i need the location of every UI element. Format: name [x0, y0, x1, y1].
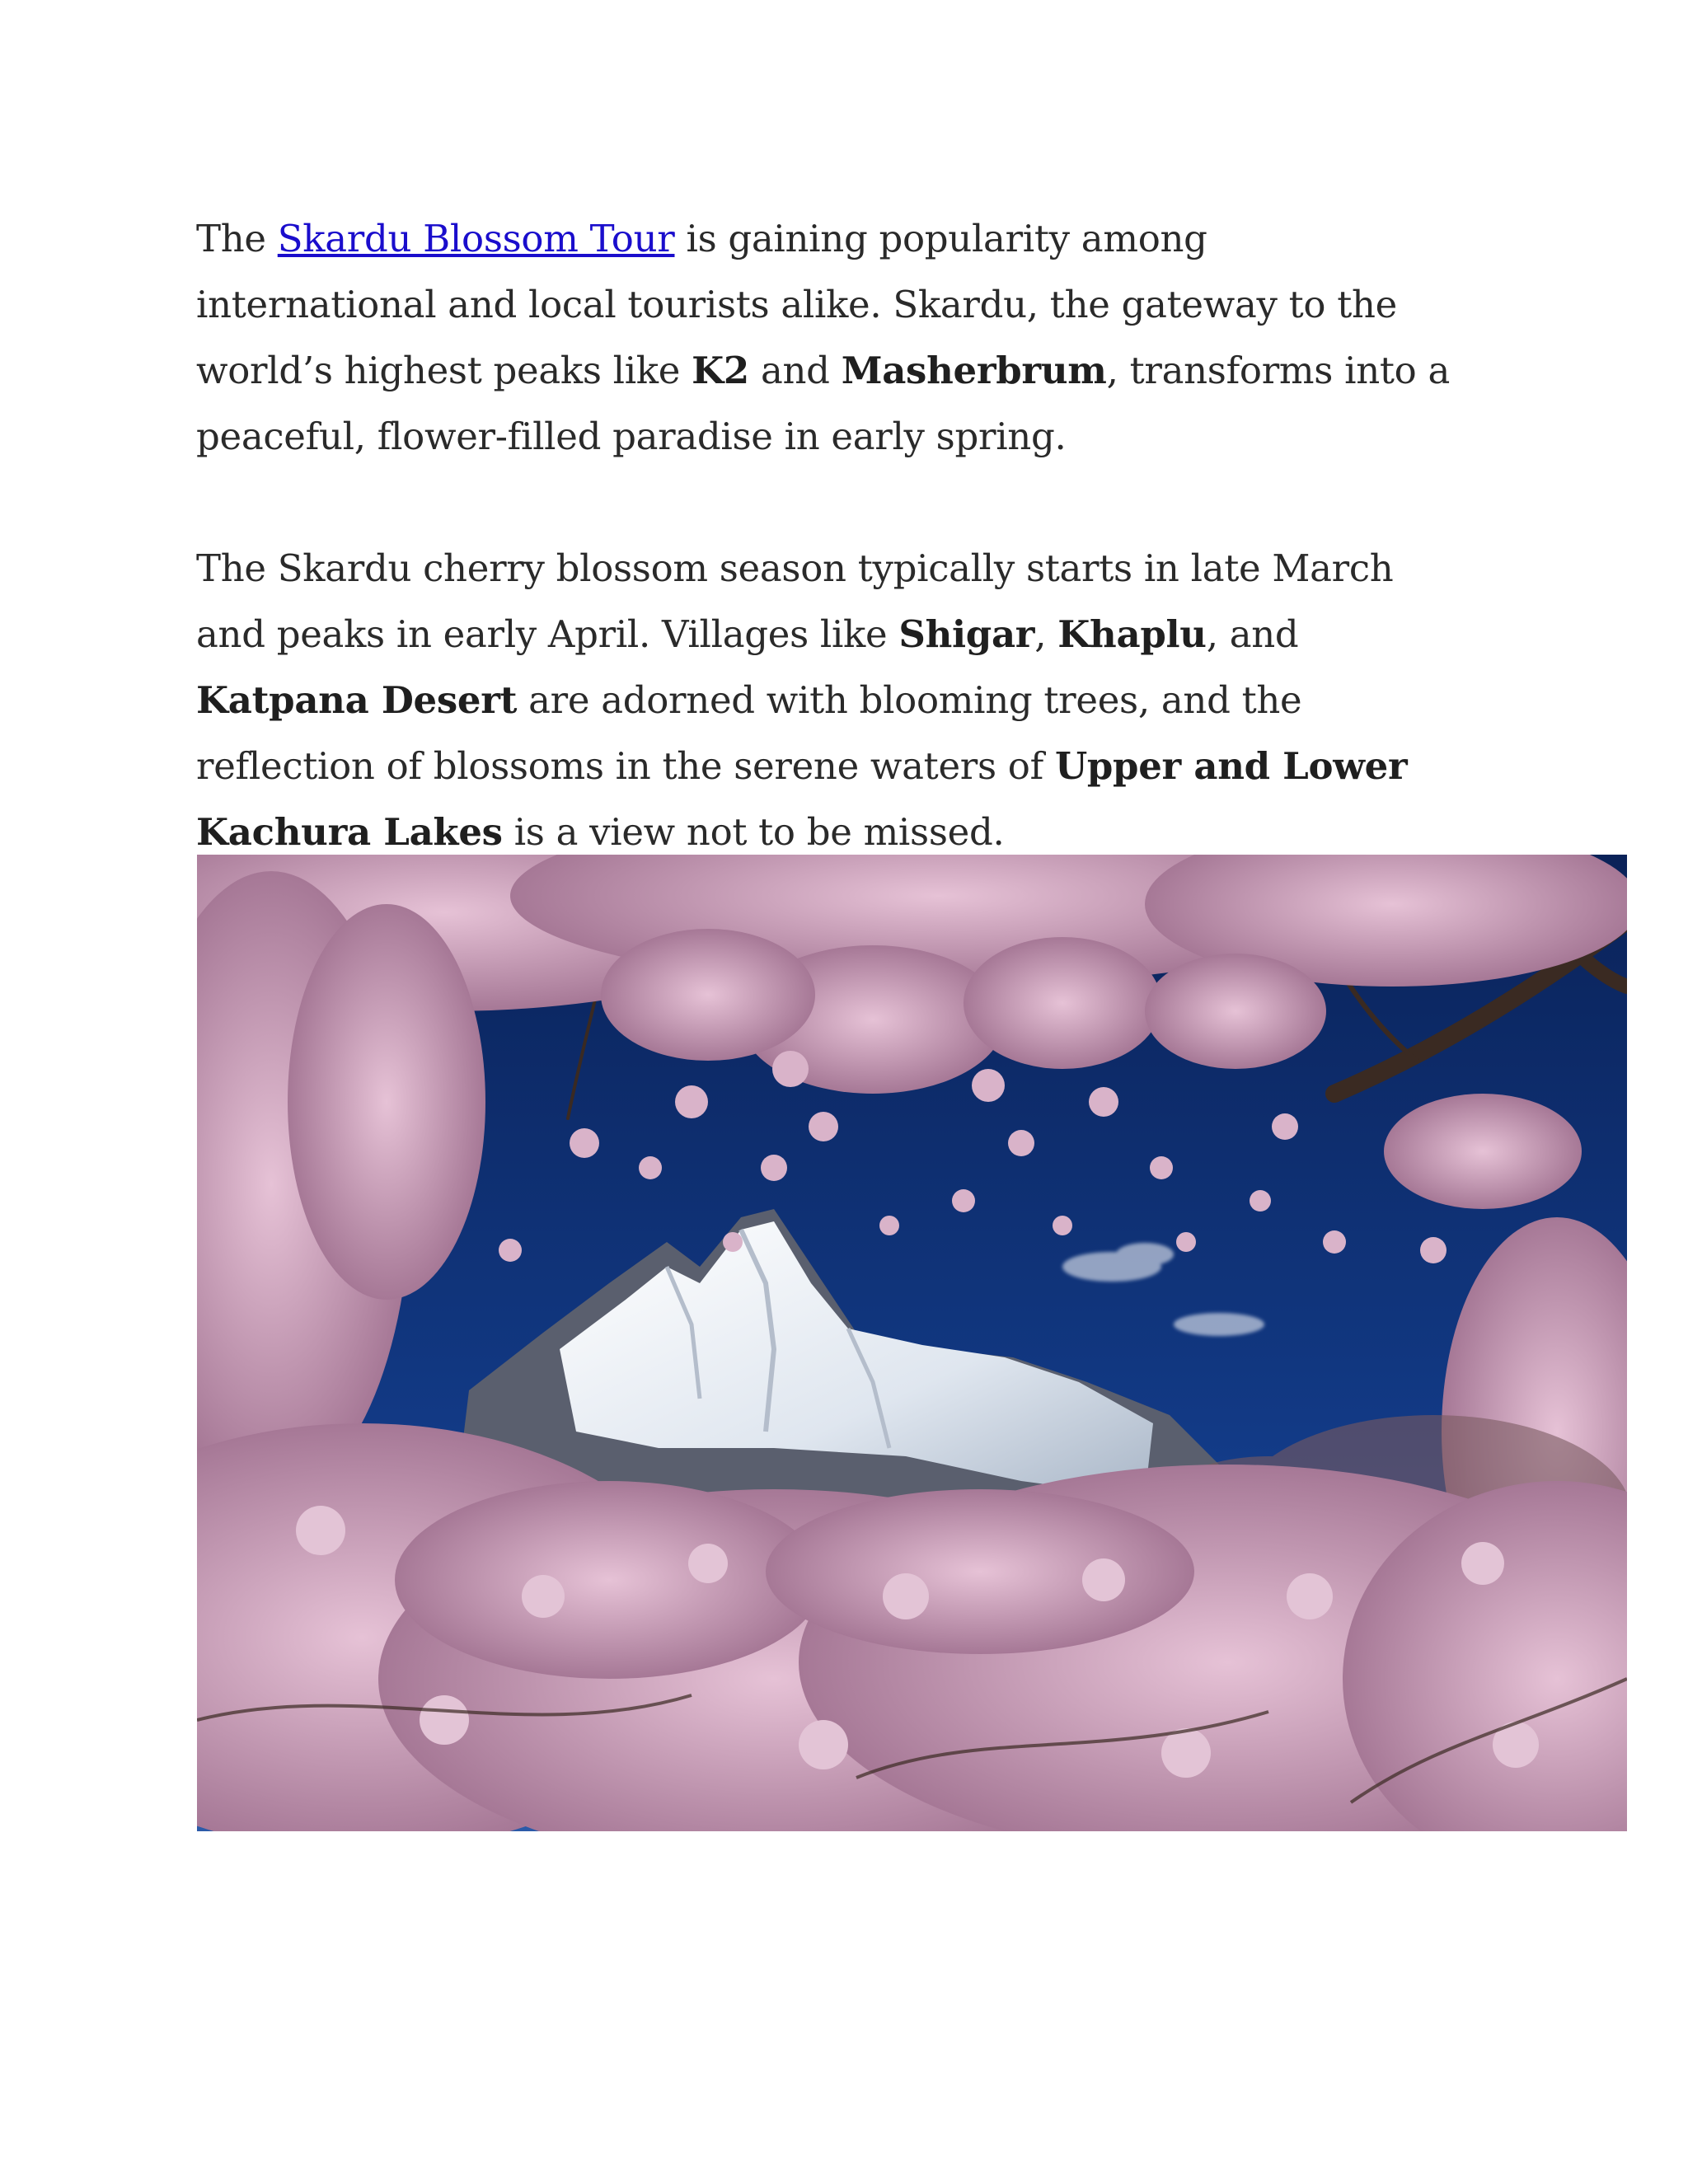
peak-masherbrum: Masherbrum [841, 349, 1107, 392]
p2-sep2: , and [1206, 612, 1299, 656]
p2-sep1: , [1034, 612, 1058, 656]
paragraph-1 [196, 206, 1457, 470]
p1-after-link: is gaining popularity among international and local tourists alike. Skardu, the gateway to the world’s highest peaks like [196, 217, 1398, 392]
village-katpana-desert: Katpana Desert [196, 678, 518, 722]
cherry-blossom-mountain-photo [197, 855, 1627, 1831]
peak-k2: K2 [692, 349, 749, 392]
paragraph-2 [196, 536, 1457, 865]
p2-middle: are adorned with blooming trees, and the reflection of blossoms in the serene waters of [196, 678, 1302, 788]
p2-intro: The Skardu cherry blossom season typically starts in late March and peaks in early April. Villages like [196, 546, 1394, 656]
kachura-lakes: Upper and Lower Kachura Lakes [196, 744, 1408, 854]
p2-ending: is a view not to be missed. [502, 810, 1005, 854]
village-shigar: Shigar [898, 612, 1035, 656]
village-khaplu: Khaplu [1057, 612, 1207, 656]
p1-intro: The [196, 217, 278, 260]
p1-ending: , transforms into a peaceful, flower-filled paradise in early spring. [196, 349, 1450, 458]
skardu-blossom-tour-link[interactable]: Skardu Blossom Tour [277, 217, 675, 260]
p1-and: and [748, 349, 842, 392]
